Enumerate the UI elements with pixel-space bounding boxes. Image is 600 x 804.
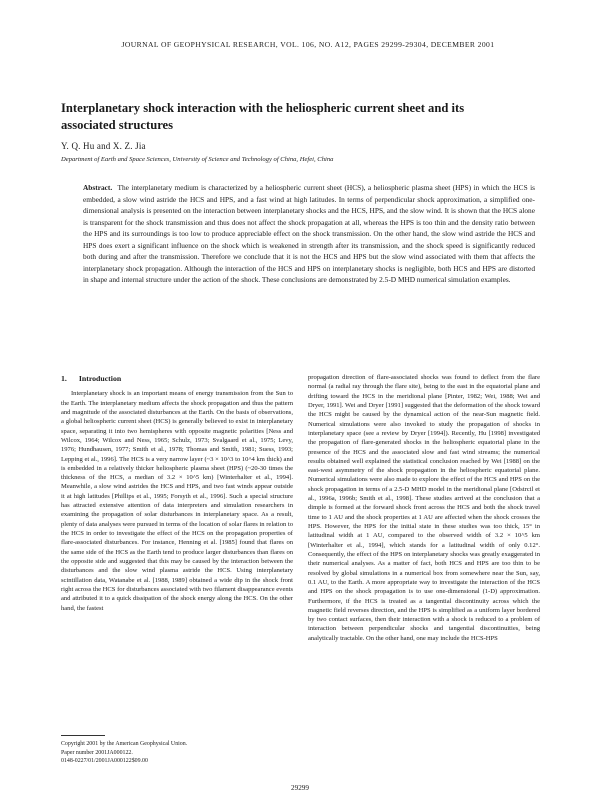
page-number: 29299	[291, 784, 309, 792]
right-column	[308, 373, 540, 643]
section-title: Introduction	[78, 374, 122, 383]
footnote-rule	[61, 735, 105, 736]
footnote	[61, 740, 261, 766]
copyright-line: Copyright 2001 by the American Geophysical Union.	[61, 741, 188, 747]
authors: Y. Q. Hu and X. Z. Jia	[61, 141, 146, 151]
left-column	[61, 374, 293, 613]
section-number: 1.	[61, 374, 67, 383]
abstract-text: The interplanetary medium is characterized by a heliospheric current sheet (HCS), a heliospheric plasma sheet (HPS) in which the HCS is embedded, a slow wind astride the HCS and HPS, and a fast wind at high latitudes. In terms of perpendicular shock approximation, a simplified one-dimensional analysis is presented on the interaction between interplanetary shocks and the HCS, HPS, and the slow wind. It is shown that the HCS alone is transparent for the shock transmission and thus does not affect the shock propagation at all, whereas the HPS is too thin and the density ratio between the HPS and its surroundings is too low to produce appreciable effect on the shock transmission. On the other hand, the slow wind astride the HCS and HPS does exert a significant influence on the shock which is weakened in strength after its transmission, and the shock speed is significantly reduced both during and after the transmission. Therefore we conclude that it is not the HCS and HPS but the slow wind associated with them that affects the interplanetary shock propagation. Although the interaction of the HCS and HPS on interplanetary shocks is negligible, both HCS and HPS are distorted in shape and internal structure under the action of the shock. These conclusions are demonstrated by 2.5-D MHD numerical simulation examples.	[83, 183, 535, 284]
paper-title: Interplanetary shock interaction with the heliospheric current sheet and its associated structures	[61, 101, 465, 132]
paper-number: Paper number 2001JA000122.	[61, 749, 133, 756]
issn-line: 0148-0227/01/2001JA000122$09.00	[61, 758, 148, 765]
journal-header: JOURNAL OF GEOPHYSICAL RESEARCH, VOL. 106, NO. A12, PAGES 29299-29304, DECEMBER 2001	[121, 40, 495, 49]
abstract-label: Abstract.	[83, 183, 113, 192]
intro-paragraph-right: propagation direction of flare-associated shocks was found to deflect from the flare normal (a radial ray through the flare site), being to the east in the equatorial plane and drifting toward the HCS in the meridional plane [Pinter, 1982; Wei, 1988; Wei and Dryer, 1991]. Wei and Dryer [1991] suggested that the deformation of the shock toward the HCS might be caused by the dynamical action of the near-Sun magnetic field. Numerical simulations were also invoked to study the propagation of shocks in interplanetary space (see a review by Dryer [1994]). Recently, Hu [1998] investigated the propagation of flare-generated shocks in the heliospheric equatorial plane in the presence of the HCS and the associated slow and fast wind streams; the numerical results obtained well explained the statistical conclusion reached by Wei [1988] on the east-west asymmetry of the shock propagation in the heliospheric equatorial plane. Numerical simulations were also made to explore the effect of the HCS and HPS on the shock propagation in terms of a 2.5-D MHD model in the meridional plane [Odstrcil et al., 1996a, 1996b; Smith et al., 1998]. These studies arrived at the conclusion that a dimple is formed at the forward shock front across the HCS and both the shock travel time to 1 AU and the shock properties at 1 AU are affected when the shock crosses the HPS. However, the HPS for the initial state in these studies was too thick, 15° in latitudinal width at 1 AU, compared to the observed width of 3.2 × 10^5 km [Winterhalter et al., 1994], which stands for a latitudinal width of only 0.12°. Consequently, the effect of the HPS on interplanetary shocks was greatly exaggerated in their numerical analyses. As a matter of fact, both HCS and HPS are too thin to be resolved by global simulations in a numerical box from somewhere near the Sun, say, 0.1 AU, to the Earth. A more appropriate way to investigate the interaction of the HCS and HPS on the shock propagation is to use one-dimensional (1-D) approximation. Furthermore, if the HCS is treated as a tangential discontinuity across which the magnetic field reverses direction, and the HPS is simplified as a uniform layer bordered by two contact surfaces, then their interaction with a shock is reduced to a problem of interaction between perpendicular shocks and tangential discontinuities, being analytically tractable. On the other hand, one may include the HCS-HPS	[308, 374, 540, 642]
intro-paragraph-left: Interplanetary shock is an important means of energy transmission from the Sun to the Earth. The interplanetary medium affects the shock propagation and thus the pattern and magnitude of the associated disturbances at the Earth. On the basis of observations, a global heliospheric current sheet (HCS) is generally believed to exist in interplanetary space, separating it into two hemispheres with opposite magnetic polarities [Ness and Wilcox, 1964; Wilcox and Ness, 1965; Schulz, 1973; Svalgaard et al., 1975; Levy, 1976; Hundhausen, 1977; Smith et al., 1978; Thomas and Smith, 1981; Suess, 1993; Lepping et al., 1996]. The HCS is a very narrow layer (~3 × 10^3 to 10^4 km thick) and is embedded in a relatively thicker heliospheric plasma sheet (HPS) (~20-30 times the thickness of the HCS, a median of 3.2 × 10^5 km) [Winterhalter et al., 1994]. Meanwhile, a slow wind astrides the HCS and HPS, and two fast winds appear outside it at high latitudes [Phillips et al., 1995; Forsyth et al., 1996]. Such a special structure has attracted extensive attention of data interpreters and simulation researchers in examining the propagation of solar disturbances in interplanetary space. As a result, plenty of data analyses were pursued in terms of the location of solar flares in relation to the HCS in order to investigate the effect of the HCS on the propagation properties of flare-associated disturbances. For instance, Henning et al. [1985] found that flares on the same side of the HCS as the Earth tend to produce larger disturbances than flares on the opposite side and suggested that this may be caused by the interaction between the disturbances and the slow wind plasma astride the HCS. Using interplanetary scintillation data, Watanabe et al. [1988, 1989] obtained a wide dip in the shock front right across the HCS for disturbances associated with two filament disappearance events and attributed it to a quick dissipation of the shock energy along the HCS. On the other hand, the fastest	[61, 390, 293, 612]
section-heading	[61, 374, 293, 383]
abstract	[83, 182, 535, 286]
affiliation: Department of Earth and Space Sciences, University of Science and Technology of China, Hefei, China	[61, 156, 334, 163]
